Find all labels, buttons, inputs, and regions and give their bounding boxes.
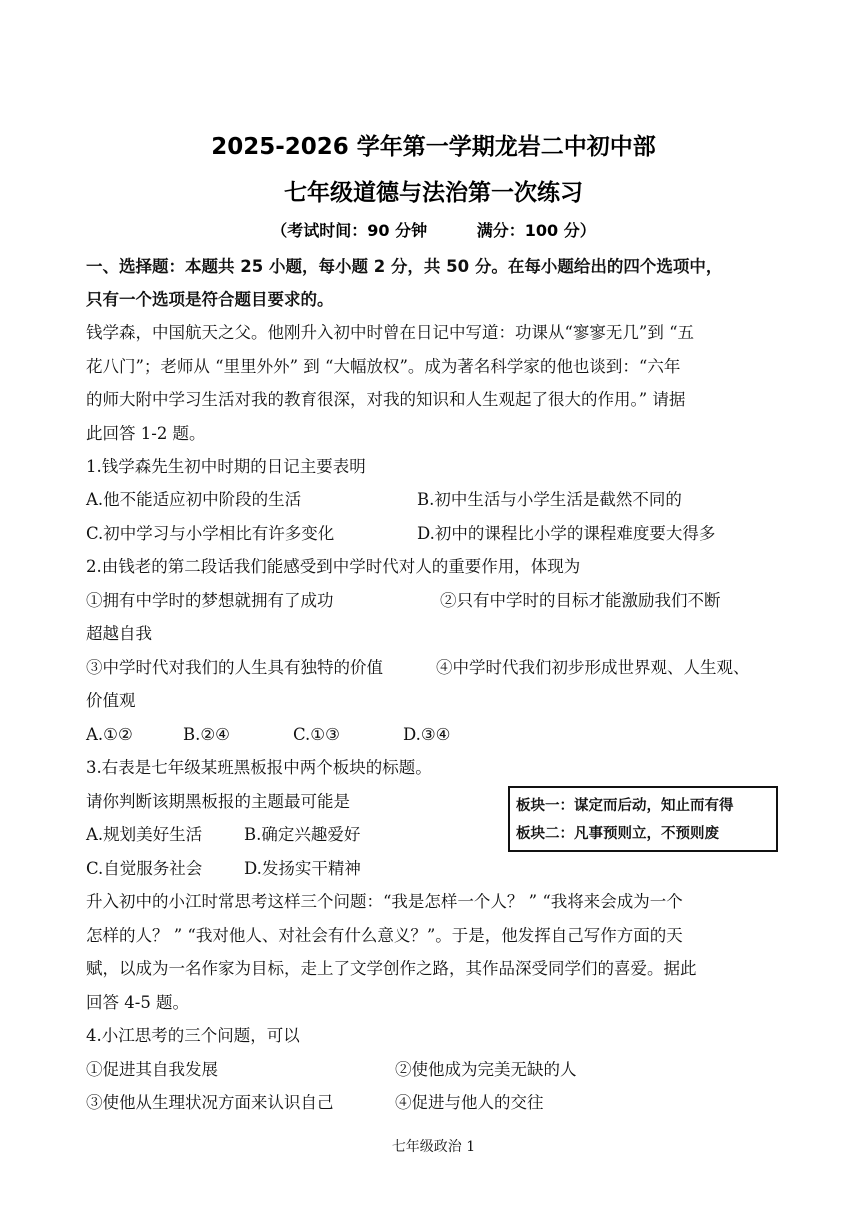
options-row: [86, 724, 450, 746]
passage-line: 花八门”；老师从 “里里外外” 到 “大幅放权”。成为著名科学家的他也谈到：“六年: [86, 357, 681, 376]
statement-4: ④促进与他人的交往: [395, 1093, 544, 1112]
statement-1: ①促进其自我发展: [86, 1060, 218, 1079]
question-stem-cont: 请你判断该期黑板报的主题最可能是: [86, 792, 350, 811]
passage-line: 升入初中的小江时常思考这样三个问题：“我是怎样一个人？ ” “我将来会成为一个: [86, 892, 683, 911]
passage-line: 怎样的人？ ” “我对他人、对社会有什么意义？”。于是，他发挥自己写作方面的天: [86, 926, 683, 945]
exam-time: （考试时间：90 分钟: [271, 221, 428, 240]
section-heading: 一、选择题：本题共 25 小题，每小题 2 分，共 50 分。在每小题给出的四个选项中，: [86, 257, 723, 276]
board-row-1: 板块一：谋定而后动，知止而有得: [516, 798, 734, 814]
question-stem: 4.小江思考的三个问题，可以: [86, 1026, 300, 1045]
option-b: B.确定兴趣爱好: [244, 825, 361, 844]
option-c: C.自觉服务社会: [86, 859, 203, 878]
passage-line: 钱学森，中国航天之父。他刚升入初中时曾在日记中写道：功课从“寥寥无几”到 “五: [86, 323, 695, 342]
option-a: A.规划美好生活: [86, 825, 203, 844]
question-stem: 3.右表是七年级某班黑板报中两个板块的标题。: [86, 758, 432, 777]
passage-line: 回答 4-5 题。: [86, 993, 190, 1012]
option-d: D.③④: [403, 725, 451, 744]
statement-4-cont: 价值观: [86, 691, 136, 710]
exam-info: [0, 218, 867, 241]
board-row-2: 板块二：凡事预则立，不预则废: [516, 826, 719, 842]
statement-2: ②使他成为完美无缺的人: [395, 1060, 577, 1079]
statement-1: ①拥有中学时的梦想就拥有了成功: [86, 591, 334, 610]
statement-3: ③中学时代对我们的人生具有独特的价值: [86, 658, 383, 677]
option-c: C.初中学习与小学相比有许多变化: [86, 524, 335, 543]
exam-subtitle: 七年级道德与法治第一次练习: [284, 180, 583, 206]
exam-title: 2025-2026 学年第一学期龙岩二中初中部: [211, 134, 656, 160]
options-row: [86, 858, 361, 880]
option-c: C.①③: [293, 725, 340, 744]
question-stem: 1.钱学森先生初中时期的日记主要表明: [86, 457, 366, 476]
option-a: A.他不能适应初中阶段的生活: [86, 490, 302, 509]
option-d: D.发扬实干精神: [244, 859, 361, 878]
statement-4: ④中学时代我们初步形成世界观、人生观、: [436, 658, 750, 677]
statement-2-cont: 超越自我: [86, 624, 152, 643]
question-stem: 2.由钱老的第二段话我们能感受到中学时代对人的重要作用，体现为: [86, 557, 581, 576]
statement-2: ②只有中学时的目标才能激励我们不断: [440, 591, 721, 610]
statement-3: ③使他从生理状况方面来认识自己: [86, 1093, 334, 1112]
option-a: A.①②: [86, 725, 133, 744]
options-row: [86, 824, 360, 846]
blackboard-table: [508, 786, 778, 852]
option-b: B.②④: [183, 725, 230, 744]
option-d: D.初中的课程比小学的课程难度要大得多: [417, 524, 716, 543]
passage-line: 赋，以成为一名作家为目标，走上了文学创作之路，其作品深受同学们的喜爱。据此: [86, 959, 697, 978]
full-score: 满分：100 分）: [476, 221, 596, 240]
option-b: B.初中生活与小学生活是截然不同的: [417, 490, 682, 509]
passage-line: 的师大附中学习生活对我的教育很深，对我的知识和人生观起了很大的作用。” 请据: [86, 390, 686, 409]
passage-line: 此回答 1-2 题。: [86, 424, 206, 443]
section-heading-cont: 只有一个选项是符合题目要求的。: [86, 290, 334, 309]
page-footer: 七年级政治 1: [391, 1139, 476, 1155]
